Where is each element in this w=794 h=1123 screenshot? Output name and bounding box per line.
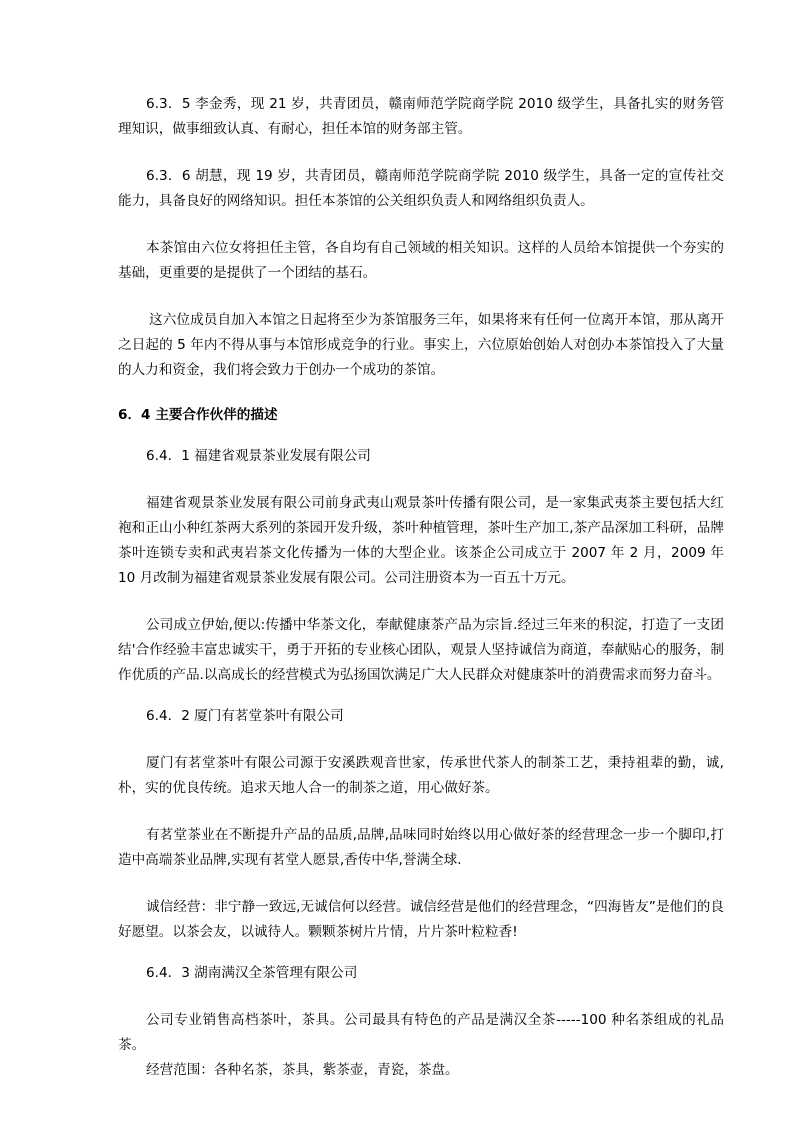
paragraph-staff-summary: 本茶馆由六位女将担任主管，各自均有自己领域的相关知识。这样的人员给本馆提供一个夯实的基础，更重要的是提供了一个团结的基石。 — [118, 240, 724, 281]
paragraph-commitment: 这六位成员自加入本馆之日起将至少为茶馆服务三年，如果将来有任何一位离开本馆，那从离开之日起的 5 年内不得从事与本馆形成竞争的行业。事实上，六位原始创始人对创办本茶馆投入了大量的人力和资金，我们将会致力于创办一个成功的茶馆。 — [118, 312, 724, 378]
subheading-6-4-2: 6.4．2 厦门有茗堂茶叶有限公司 — [146, 708, 344, 724]
paragraph-guanjing-intro: 福建省观景茶业发展有限公司前身武夷山观景茶叶传播有限公司，是一家集武夷茶主要包括大红袍和正山小种红茶两大系列的茶园开发升级，茶叶种植管理，茶叶生产加工,茶产品深加工科研，品牌茶叶连锁专卖和武夷岩茶文化传播为一体的大型企业。该茶企公司成立于 2007 年 2 月，2009 年 10 月改制为福建省观景茶业发展有限公司。公司注册资本为一百五十万元。 — [118, 495, 724, 586]
paragraph-youmingtang-concept: 有茗堂茶业在不断提升产品的品质,品牌,品味同时始终以用心做好茶的经营理念一步一个脚印,打造中高端茶业品牌,实现有茗堂人愿景,香传中华,誉满全球. — [118, 827, 724, 868]
paragraph-manhan-scope: 经营范围：各种名茶，茶具，紫茶壶，青瓷，茶盘。 — [146, 1062, 459, 1078]
paragraph-6-3-6: 6.3．6 胡慧，现 19 岁，共青团员，赣南师范学院商学院 2010 级学生，具备一定的宣传社交能力，具备良好的网络知识。担任本茶馆的公关组织负责人和网络组织负责人。 — [118, 168, 724, 209]
paragraph-6-3-5: 6.3．5 李金秀，现 21 岁，共青团员，赣南师范学院商学院 2010 级学生，具备扎实的财务管理知识，做事细致认真、有耐心，担任本馆的财务部主管。 — [118, 96, 724, 137]
subheading-6-4-1: 6.4．1 福建省观景茶业发展有限公司 — [146, 448, 371, 464]
document-body — [118, 92, 724, 1083]
subheading-6-4-3: 6.4．3 湖南满汉全茶管理有限公司 — [146, 965, 358, 981]
paragraph-manhan-products: 公司专业销售高档茶叶，茶具。公司最具有特色的产品是满汉全茶-----100 种名茶组成的礼品茶。 — [118, 1012, 724, 1053]
paragraph-youmingtang-integrity: 诚信经营：非宁静一致远,无诚信何以经营。诚信经营是他们的经营理念，“四海皆友”是他们的良好愿望。以茶会友，以诚待人。颗颗茶树片片情，片片茶叶粒粒香! — [118, 899, 724, 940]
paragraph-guanjing-mission: 公司成立伊始,便以:传播中华茶文化，奉献健康茶产品为宗旨.经过三年来的积淀，打造了一支团结'合作经验丰富忠诚实干，勇于开拓的专业核心团队，观景人坚持诚信为商道，奉献贴心的服务，制作优质的产品.以高成长的经营模式为弘扬国饮满足广大人民群众对健康茶叶的消费需求而努力奋斗。 — [118, 617, 724, 683]
section-heading-6-4: 6．4 主要合作伙伴的描述 — [118, 407, 278, 423]
paragraph-youmingtang-intro: 厦门有茗堂茶叶有限公司源于安溪跌观音世家，传承世代茶人的制茶工艺，秉持祖辈的勤，诚,朴，实的优良传统。追求天地人合一的制茶之道，用心做好茶。 — [118, 755, 724, 796]
